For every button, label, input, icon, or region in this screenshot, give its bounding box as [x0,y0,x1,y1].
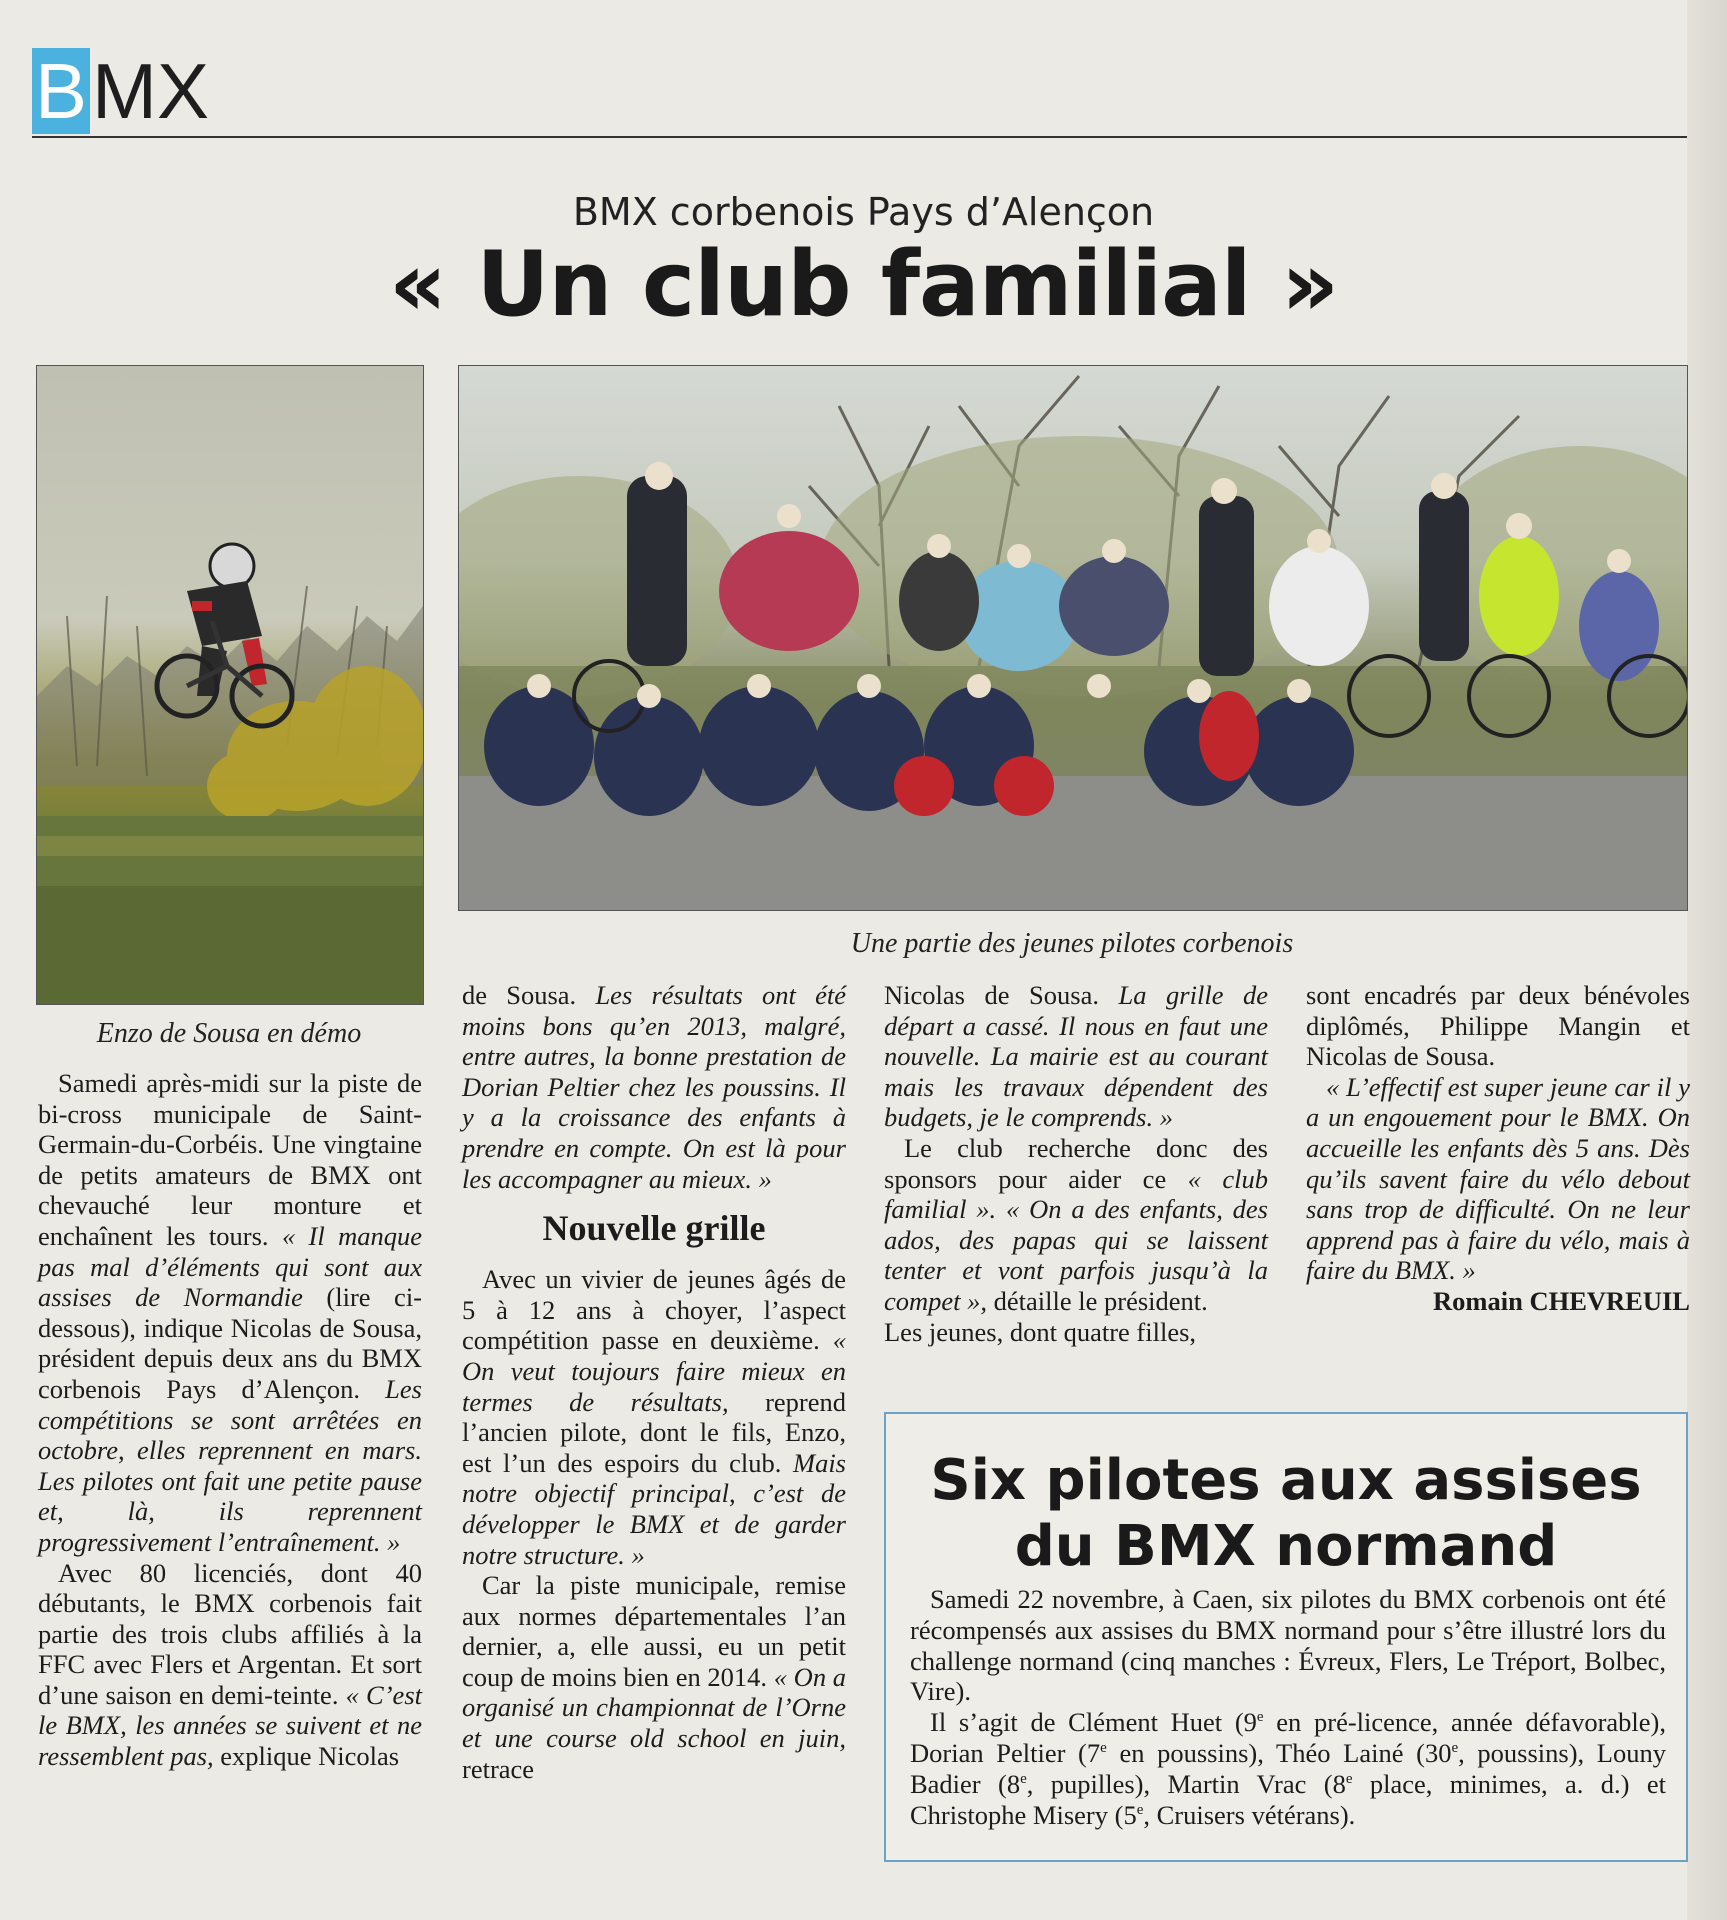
paragraph [1306,1072,1690,1286]
text: , Cruisers vétérans). [1143,1799,1356,1830]
quote: Les résultats ont été moins bons qu’en 2013, malgré, entre autres, la bonne prestation de Dorian Peltier chez les poussins. Il y a la croissance des enfants à prendre en compte. On est là pour les accompagner au mieux. » [462,980,846,1194]
subheading: Nouvelle grille [542,1208,766,1249]
article-column-3 [884,980,1268,1347]
photo-group-illustration [459,366,1687,910]
ordinal: e [1136,1801,1144,1818]
text: (lire ci-dessous), [38,1282,422,1343]
text: retrace [462,1753,535,1784]
quote: « L’effectif est super jeune car il y a un engouement pour le BMX. On accueille les enfants dès 5 ans. Dès qu’ils savent faire du vélo debout sans trop de difficulté. On ne leur apprend pas à faire du vélo, mais à faire du BMX. » [1306,1071,1690,1286]
text: sont encadrés par deux bénévoles diplômés, Philippe Mangin et Nicolas de Sousa. [1306,980,1690,1072]
text: Nicolas de Sousa. [884,980,1119,1010]
text: , pupilles), Martin Vrac (8 [1026,1768,1346,1799]
paragraph [884,980,1268,1133]
text: , poussins), Louny Badier (8 [910,1737,1666,1799]
photo-rider-jump-illustration [37,366,423,1004]
text: de Sousa. [462,980,596,1010]
text: Avec un vivier de jeunes âgés de 5 à 12 ans à choyer, l’aspect compétition passe en deuxième. [462,1264,846,1356]
text: Samedi après-midi sur la piste de bi-cross municipale de Saint-Germain-du-Corbéis. Une vingtaine de petits amateurs de BMX ont chevauché leur monture et enchaînent les tours. [38,1068,422,1251]
article-column-1 [38,1068,422,1772]
paragraph [462,1570,846,1784]
quote: « On veut toujours faire mieux en termes de résultats, [462,1325,846,1417]
caption-rider-photo: Enzo de Sousa en démo [96,1018,362,1049]
paragraph [38,1558,422,1772]
text: en poussins), Théo Lainé (30 [1106,1737,1452,1768]
sidebar-title-line-2: du BMX normand [1014,1514,1558,1579]
ordinal: e [1345,1770,1353,1787]
paragraph [910,1707,1666,1830]
text: reprend l’ancien pilote, dont le fils, Enzo, est l’un des espoirs du club. [462,1386,846,1478]
ordinal: e [1451,1740,1459,1757]
quote: Mais notre objectif principal, c’est de développer le BMX et de garder notre structure. » [462,1447,846,1570]
ordinal: e [1020,1770,1027,1787]
quote: « Il manque pas mal d’éléments qui sont aux assises de Normandie [38,1220,422,1313]
text: place, minimes, a. d.) et Christophe Misery (5 [910,1768,1666,1830]
section-tag-box: B [32,48,90,134]
sidebar-body [910,1584,1666,1830]
paragraph: Samedi 22 novembre, à Caen, six pilotes du BMX corbenois ont été récompensés aux assises du BMX normand pour s’être illustré lors du challenge normand (cinq manches : Évreux, Flers, Le Tréport, Bolbec, Vire). [910,1584,1666,1707]
quote: « C’est le BMX, les années se suivent et ne ressemblent pas, [38,1679,422,1772]
quote: La grille de départ a cassé. Il nous en faut une nouvelle. La mairie est au courant mais les travaux dépendent des budgets, je le comprends. » [884,980,1268,1133]
headline: « Un club familial » [388,232,1339,337]
text: en pré-licence, année défavorable), Dorian Peltier (7 [910,1707,1666,1768]
paragraph [38,1068,422,1558]
text: Le club recherche donc des sponsors pour aider ce [884,1132,1268,1194]
section-tag-text: MX [92,47,209,135]
ordinal: e [1256,1709,1264,1726]
text: Car la piste municipale, remise aux normes départementales l’an dernier, a, elle aussi, eu un petit coup de moins bien en 2014. [462,1570,846,1692]
quote: Les compétitions se sont arrêtées en octobre, elles reprennent en mars. Les pilotes ont fait une petite pause et, là, ils reprennent progressivement l’entraînement. » [38,1373,422,1557]
photo-group [458,365,1688,911]
text: Avec 80 licenciés, dont 40 débutants, le BMX corbenois fait partie des trois clubs affiliés à la FFC avec Flers et Argentan. Et sort d’une saison en demi-teinte. [38,1557,422,1710]
photo-rider-jump [36,365,424,1005]
article-column-4 [1306,980,1690,1317]
paragraph [884,1133,1268,1317]
text: explique Nicolas [220,1741,400,1772]
paragraph [1306,980,1690,1072]
ordinal: e [1100,1740,1107,1757]
text: Il s’agit de Clément Huet (9 [930,1707,1257,1738]
byline: Romain CHEVREUIL [1433,1285,1690,1316]
text: Les jeunes, dont quatre filles, [884,1316,1197,1347]
caption-group-photo: Une partie des jeunes pilotes corbenois [850,928,1294,959]
kicker: BMX corbenois Pays d’Alençon [572,190,1155,234]
header-rule [32,136,1687,138]
sidebar-title-line-1: Six pilotes aux assises [930,1448,1642,1513]
article-column-2 [462,980,846,1784]
text: indique Nicolas de Sousa, président depuis deux ans du BMX corbenois Pays d’Alençon. [38,1312,422,1404]
sidebar-box [884,1412,1688,1862]
quote: « club familial ». « On a des enfants, des ados, des papas qui se laissent tenter et vont parfois jusqu’à la compet », [884,1163,1269,1316]
quote: « On a organisé un championnat de l’Orne et une course old school en juin, [462,1661,847,1754]
text: détaille le président. [993,1285,1208,1316]
sidebar-title [886,1448,1686,1580]
paragraph [884,1317,1268,1348]
paragraph [462,980,846,1194]
paragraph [462,1264,846,1570]
section-tag [32,48,209,134]
